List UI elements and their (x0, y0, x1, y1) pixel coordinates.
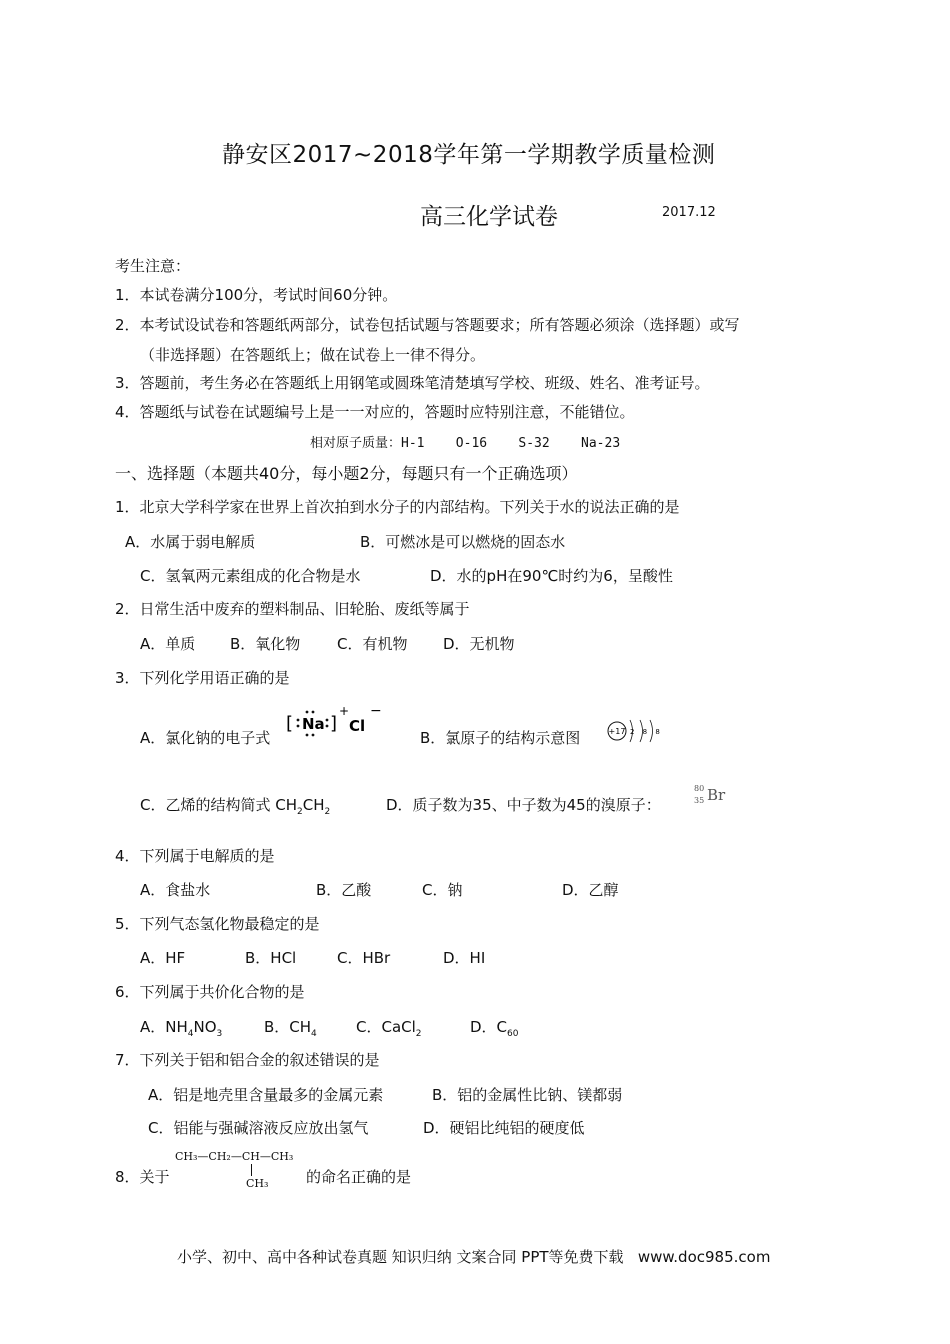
q1-option-b: B．可燃冰是可以燃烧的固态水 (360, 533, 566, 551)
bromine-nuclide: 80 35 Br (694, 784, 726, 805)
section-heading: 一、选择题（本题共40分，每小题2分，每题只有一个正确选项） (115, 464, 578, 483)
notice-item-2-cont: （非选择题）在答题纸上；做在试卷上一律不得分。 (140, 346, 486, 364)
q7-option-b: B．铝的金属性比钠、镁都弱 (432, 1086, 623, 1104)
q1-option-c: C．氢氧两元素组成的化合物是水 (140, 567, 361, 585)
q8-stem-suffix: 的命名正确的是 (306, 1168, 412, 1186)
q6-option-d: D．$C_{60}$ (470, 1018, 519, 1039)
nacl-minus: − (370, 703, 382, 719)
q2-stem: 2．日常生活中废弃的塑料制品、旧轮胎、废纸等属于 (115, 600, 470, 618)
atomic-mass: 相对原子质量：H-1 O-16 S-32 Na-23 (310, 436, 621, 451)
q8-structure-bond (251, 1164, 252, 1176)
nacl-cl-label: Cl (349, 717, 366, 735)
q7-option-d: D．硬铝比纯铝的硬度低 (423, 1119, 585, 1137)
q3-stem: 3．下列化学用语正确的是 (115, 669, 290, 687)
q8-structure-bottom: CH₃ (246, 1177, 269, 1190)
chlorine-atom-diagram (605, 714, 665, 748)
notice-item-1: 1．本试卷满分100分，考试时间60分钟。 (115, 286, 398, 304)
q4-option-c: C．钠 (422, 881, 463, 899)
q5-option-c: C．HBr (337, 949, 391, 967)
exam-date: 2017.12 (662, 205, 716, 220)
q4-option-d: D．乙醇 (562, 881, 619, 899)
q5-option-b: B．HCl (245, 949, 297, 967)
q7-stem: 7．下列关于铝和铝合金的叙述错误的是 (115, 1051, 380, 1069)
q5-option-d: D．HI (443, 949, 486, 967)
notice-item-3: 3．答题前，考生务必在答题纸上用钢笔或圆珠笔清楚填写学校、班级、姓名、准考证号。 (115, 374, 710, 392)
q2-option-a: A．单质 (140, 635, 196, 653)
q6-option-a: A．$NH_4NO_3$ (140, 1018, 223, 1039)
q8-structure-top: CH₃—CH₂—CH—CH₃ (175, 1150, 294, 1163)
q2-option-d: D．无机物 (443, 635, 515, 653)
q4-option-a: A．食盐水 (140, 881, 211, 899)
q3-option-c: C．乙烯的结构简式 $CH_2CH_2$ (140, 796, 331, 817)
q4-stem: 4．下列属于电解质的是 (115, 847, 275, 865)
page-footer: 小学、初中、高中各种试卷真题 知识归纳 文案合同 PPT等免费下载 www.doc985.com (177, 1248, 771, 1266)
q5-option-a: A．HF (140, 949, 186, 967)
q6-stem: 6．下列属于共价化合物的是 (115, 983, 305, 1001)
nacl-plus: + (339, 704, 350, 718)
svg-text:[: [ (286, 713, 294, 734)
q3-option-a: A．氯化钠的电子式 (140, 729, 271, 747)
q3-option-b: B．氯原子的结构示意图 (420, 729, 581, 747)
q7-option-a: A．铝是地壳里含量最多的金属元素 (148, 1086, 384, 1104)
q8-stem-prefix: 8．关于 (115, 1168, 170, 1186)
q3-option-d: D．质子数为35、中子数为45的溴原子： (386, 796, 661, 814)
q1-option-d: D．水的pH在90℃时约为6，呈酸性 (430, 567, 673, 585)
notice-heading: 考生注意： (115, 257, 191, 275)
exam-title: 静安区2017~2018学年第一学期教学质量检测 (222, 142, 716, 168)
atom-shells-label: 2 8 8 (630, 728, 663, 736)
q4-option-b: B．乙酸 (316, 881, 372, 899)
q2-option-c: C．有机物 (337, 635, 408, 653)
notice-item-2: 2．本考试设试卷和答题纸两部分，试卷包括试题与答题要求；所有答题必须涂（选择题）或写 (115, 316, 740, 334)
atom-core-label: +17 (608, 727, 626, 736)
q1-stem: 1．北京大学科学家在世界上首次拍到水分子的内部结构。下列关于水的说法正确的是 (115, 498, 680, 516)
q6-option-c: C．CaCl$_2$ (356, 1018, 422, 1039)
svg-text:]: ] (330, 713, 338, 734)
q2-option-b: B．氧化物 (230, 635, 301, 653)
q6-option-b: B．$CH_4$ (264, 1018, 317, 1039)
notice-item-4: 4．答题纸与试卷在试题编号上是一一对应的，答题时应特别注意，不能错位。 (115, 403, 635, 421)
q7-option-c: C．铝能与强碱溶液反应放出氢气 (148, 1119, 369, 1137)
exam-subtitle: 高三化学试卷 (420, 204, 558, 230)
q1-option-a: A．水属于弱电解质 (125, 533, 256, 551)
nacl-na-label: Na (302, 715, 325, 733)
nacl-electron-formula (284, 703, 384, 743)
q5-stem: 5．下列气态氢化物最稳定的是 (115, 915, 320, 933)
